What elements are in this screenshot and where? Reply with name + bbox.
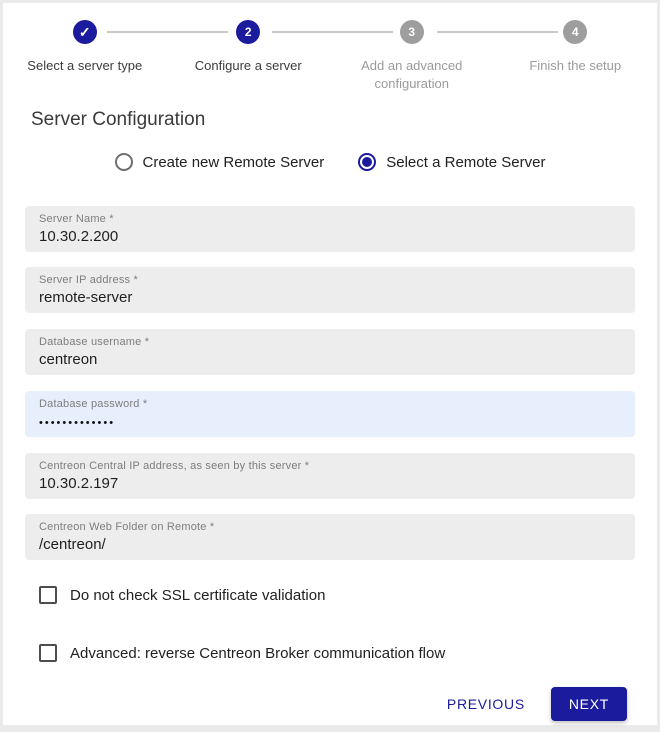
checkbox-ssl-validation[interactable]: [39, 586, 325, 604]
field-server-ip-address[interactable]: [25, 267, 635, 313]
step-select-server-type[interactable]: [3, 3, 167, 103]
field-database-username[interactable]: [25, 329, 635, 375]
stepper-connector: [437, 31, 558, 33]
field-server-name-label: Server Name *: [39, 213, 114, 225]
step-2-circle: 2: [236, 20, 260, 44]
step-4-label: Finish the setup: [529, 58, 622, 73]
radio-unselected-icon: [115, 153, 133, 171]
step-configure-server[interactable]: [167, 3, 331, 103]
radio-select-remote-server[interactable]: [358, 153, 545, 171]
step-advanced-configuration: [330, 3, 494, 103]
field-central-ip-value: 10.30.2.197: [39, 475, 119, 492]
previous-button[interactable]: PREVIOUS: [446, 696, 525, 712]
field-db-username-label: Database username *: [39, 336, 150, 348]
radio-selected-icon: [358, 153, 376, 171]
step-1-label: Select a server type: [27, 58, 143, 73]
check-icon: ✓: [78, 24, 91, 40]
field-db-password-label: Database password *: [39, 398, 148, 410]
stepper-connector: [272, 31, 393, 33]
checkbox-unchecked-icon: [39, 586, 57, 604]
checkbox-broker-label: Advanced: reverse Centreon Broker communication flow: [70, 644, 446, 662]
step-finish-setup: [494, 3, 658, 103]
page-title: Server Configuration: [31, 109, 206, 130]
field-server-ip-label: Server IP address *: [39, 274, 138, 286]
field-web-folder-label: Centreon Web Folder on Remote *: [39, 521, 215, 533]
step-1-circle: [73, 20, 97, 44]
step-4-circle: 4: [563, 20, 587, 44]
stepper-connector: [107, 31, 228, 33]
next-button[interactable]: NEXT: [551, 687, 627, 721]
checkbox-reverse-broker-flow[interactable]: [39, 644, 445, 662]
radio-create-label: Create new Remote Server: [142, 153, 325, 171]
radio-select-label: Select a Remote Server: [386, 153, 546, 171]
wizard-card: [2, 2, 658, 726]
radio-create-new-remote-server[interactable]: [115, 153, 325, 171]
field-central-ip-address[interactable]: [25, 453, 635, 499]
field-web-folder-value: /centreon/: [39, 536, 106, 553]
wizard-stepper: [3, 3, 657, 103]
wizard-footer: [447, 687, 627, 721]
checkbox-unchecked-icon: [39, 644, 57, 662]
step-2-label: Configure a server: [194, 58, 302, 73]
field-web-folder[interactable]: [25, 514, 635, 560]
field-central-ip-label: Centreon Central IP address, as seen by this server *: [39, 460, 310, 472]
field-db-username-value: centreon: [39, 351, 98, 368]
field-server-name-value: 10.30.2.200: [39, 228, 119, 245]
checkbox-ssl-label: Do not check SSL certificate validation: [70, 586, 326, 604]
field-server-name[interactable]: [25, 206, 635, 252]
server-mode-radio-group: [3, 153, 657, 171]
field-database-password[interactable]: [25, 391, 635, 437]
field-db-password-value: •••••••••••••: [39, 417, 116, 429]
step-3-circle: 3: [400, 20, 424, 44]
step-3-label: Add an advanced configuration: [361, 58, 463, 92]
field-server-ip-value: remote-server: [39, 289, 133, 306]
